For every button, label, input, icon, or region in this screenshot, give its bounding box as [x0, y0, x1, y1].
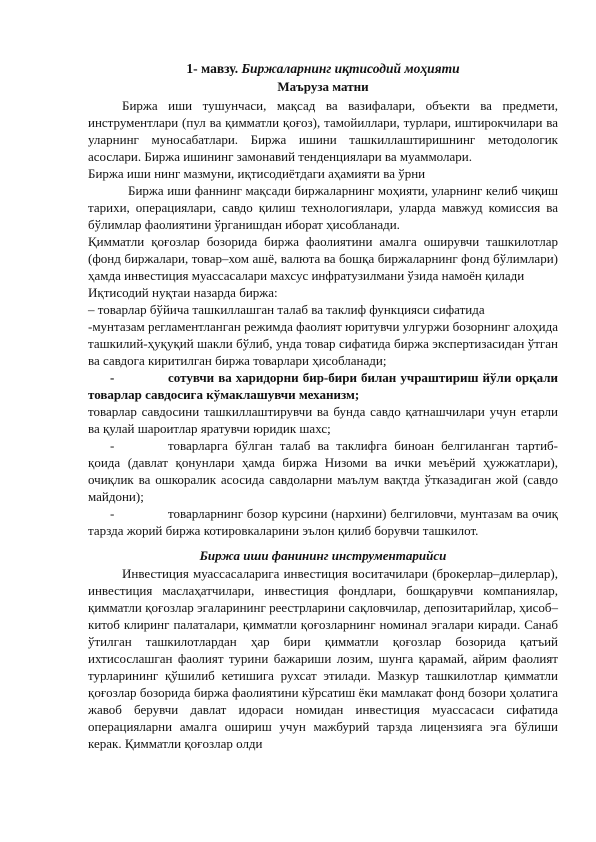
- section-heading: Биржа иши фанининг инструментарийси: [199, 548, 447, 563]
- paragraph-definition-1: – товарлар бўйича ташкиллашган талаб ва таклиф функцияси сифатида: [88, 302, 485, 317]
- paragraph-institutions: Инвестиция муассасаларига инвестиция воситачилари (брокерлар–дилерлар), инвестиция маслаҳатчилари, инвестиция фондлари, бошқарувчи компаниялар, қимматли қоғозлар эгаларининг реестрларини сақловчилар, депозитарийлар, ҳисоб–китоб клиринг палаталари, қимматли қоғозларнинг номинал эгалари киради. Санаб ўтилган ташкилотлардан ҳар бири қимматли қоғозлар бозорида қатъий ихтисослашган фаолият турини бажариши лозим, шунга қарамай, айрим фаолият турларининг қўшилиб кетишига рухсат этилади. Мазкур ташкилотлар қимматли қоғозлар бозорида биржа фаолиятини кўрсатиш ёки мамлакат фонд бозори ҳолатига жавоб берувчи давлат идораси номидан инвестиция муассасаси сифатида операцияларни амалга ошириш учун мажбурий тарзда лицензияга эга бўлиши керак. Қимматли қоғозлар олди: [88, 566, 558, 751]
- paragraph-organizations: Қимматли қоғозлар бозорида биржа фаолиятини амалга оширувчи ташкилотлар (фонд биржалари, товар–хом ашё, валюта ва бошқа биржаларнинг фонд бўлимлари) ҳамда инвестиция муассасалари махсус инфратузилмани ўзида намоён қилади: [88, 234, 558, 283]
- paragraph-definition-6: [88, 505, 558, 539]
- paragraph-economic-view: Иқтисодий нуқтаи назарда биржа:: [88, 285, 278, 300]
- definition-5-text: товарларга бўлган талаб ва таклифга биноан белгиланган тартиб-қоида (давлат қонунлари ҳамда биржа Низоми ва ички меъёрий ҳужжатлари), очиқлик ва ошкоралик асосида савдоларни маълум вақтда ўтказадиган жой (савдо майдони);: [88, 438, 558, 504]
- paragraph-definition-3: [88, 369, 558, 403]
- paragraph-purpose: Биржа иши фаннинг мақсади биржаларнинг моҳияти, уларнинг келиб чиқиш тарихи, операциялари, савдо қилиш технологиялари, уларда мавжуд комиссия ва бўлимлар фаолиятини ўрганишдан иборат ҳисобланади.: [88, 183, 558, 232]
- lecture-title: [88, 60, 558, 77]
- title-text: Биржаларнинг иқтисодий моҳияти: [241, 61, 460, 76]
- list-dash: -: [110, 438, 115, 453]
- list-dash: -: [110, 506, 115, 521]
- paragraph-definition-2: -мунтазам регламентланган режимда фаолият юритувчи улгуржи бозорнинг алоҳида ташкилий-ҳуқуқий шакли бўлиб, унда товар сифатида биржа экспертизасидан ўтган ва савдога киритилган биржа товарлари ҳисобланади;: [88, 319, 558, 368]
- lecture-subtitle: Маъруза матни: [277, 79, 369, 94]
- paragraph-definition-5: [88, 437, 558, 505]
- definition-6-text: товарларнинг бозор курсини (нархини) белгиловчи, мунтазам ва очиқ тарзда жорий биржа котировкаларини эълон қилиб борувчи ташкилот.: [88, 506, 558, 538]
- paragraph-topics: Биржа иши тушунчаси, мақсад ва вазифалари, объекти ва предмети, инструментлари (пул ва қимматли қоғоз), тамойиллари, турлари, иштирокчилари ва уларнинг муносабатлари. Биржа ишини ташкиллаштиришнинг методологик асослари. Биржа ишининг замонавий тенденциялари ва муаммолари.: [88, 98, 558, 164]
- paragraph-content-heading: Биржа иши нинг мазмуни, иқтисодиётдаги аҳамияти ва ўрни: [88, 166, 426, 181]
- definition-3-text: сотувчи ва харидорни бир-бири билан учраштириш йўли орқали товарлар савдосига кўмаклашувчи механизм;: [88, 370, 558, 402]
- document-body: [88, 60, 558, 752]
- paragraph-definition-4: товарлар савдосини ташкиллаштирувчи ва бунда савдо қатнашчилари учун етарли ва қулай шароитлар яратувчи юридик шахс;: [88, 404, 558, 436]
- list-dash: -: [110, 370, 115, 385]
- title-number: 1- мавзу.: [186, 61, 239, 76]
